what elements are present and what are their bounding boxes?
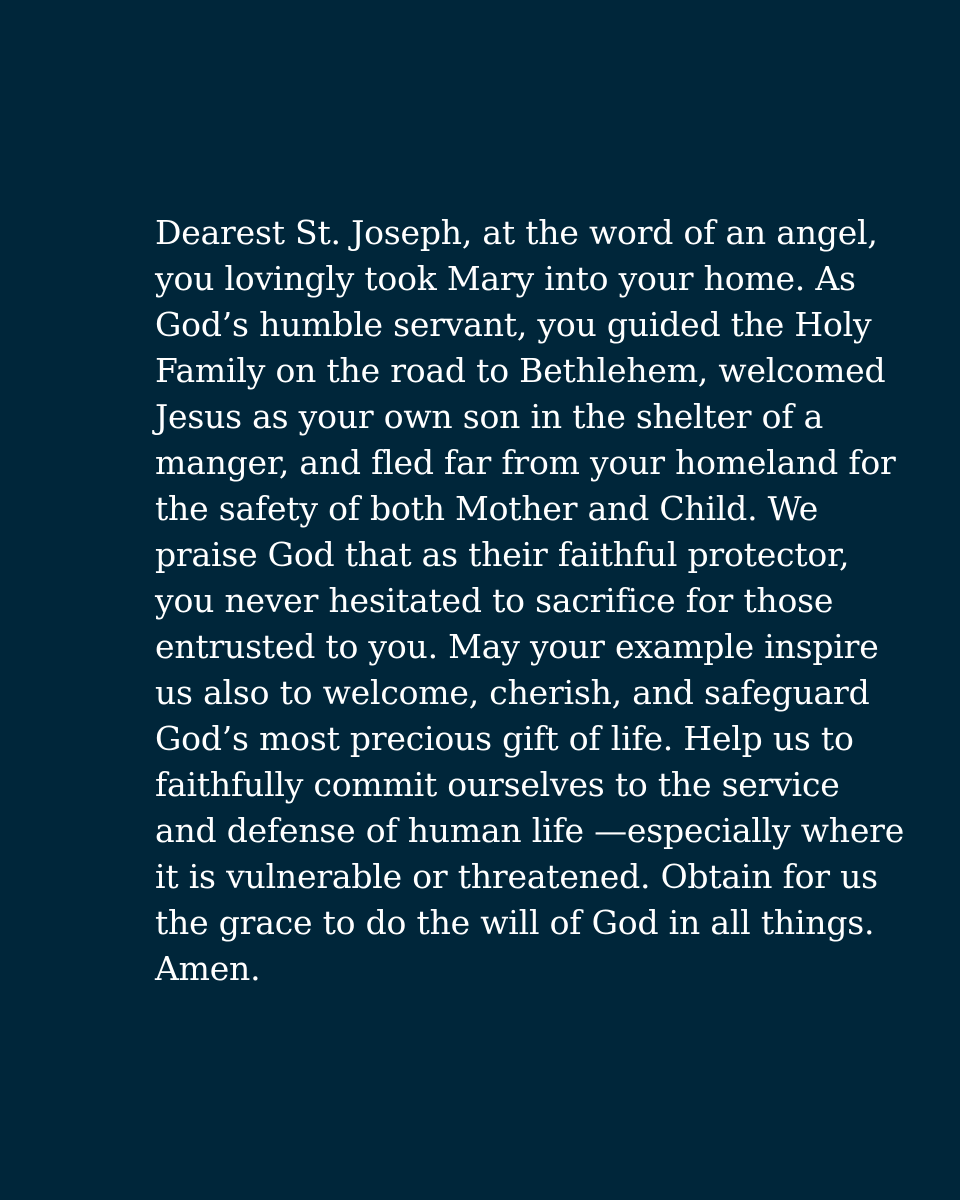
prayer-line: God’s humble servant, you guided the Holy xyxy=(155,305,872,344)
prayer-line: Dearest St. Joseph, at the word of an angel, xyxy=(155,213,878,252)
prayer-line: you lovingly took Mary into your home. As xyxy=(155,259,856,298)
prayer-line: Family on the road to Bethlehem, welcomed xyxy=(155,351,886,390)
prayer-line: entrusted to you. May your example inspire xyxy=(155,627,879,666)
prayer-line: the safety of both Mother and Child. We xyxy=(155,489,819,528)
prayer-line: you never hesitated to sacrifice for those xyxy=(155,581,834,620)
prayer-line: the grace to do the will of God in all things. xyxy=(155,903,875,942)
prayer-line: God’s most precious gift of life. Help us to xyxy=(155,719,854,758)
prayer-line: faithfully commit ourselves to the service xyxy=(155,765,840,804)
prayer-line: manger, and fled far from your homeland for xyxy=(155,443,896,482)
prayer-line: and defense of human life —especially where xyxy=(155,811,905,850)
prayer-text xyxy=(155,210,905,992)
prayer-line: it is vulnerable or threatened. Obtain for us xyxy=(155,857,878,896)
prayer-line: us also to welcome, cherish, and safeguard xyxy=(155,673,870,712)
prayer-line: Jesus as your own son in the shelter of a xyxy=(155,397,824,436)
prayer-line-amen: Amen. xyxy=(155,949,261,988)
prayer-line: praise God that as their faithful protector, xyxy=(155,535,850,574)
